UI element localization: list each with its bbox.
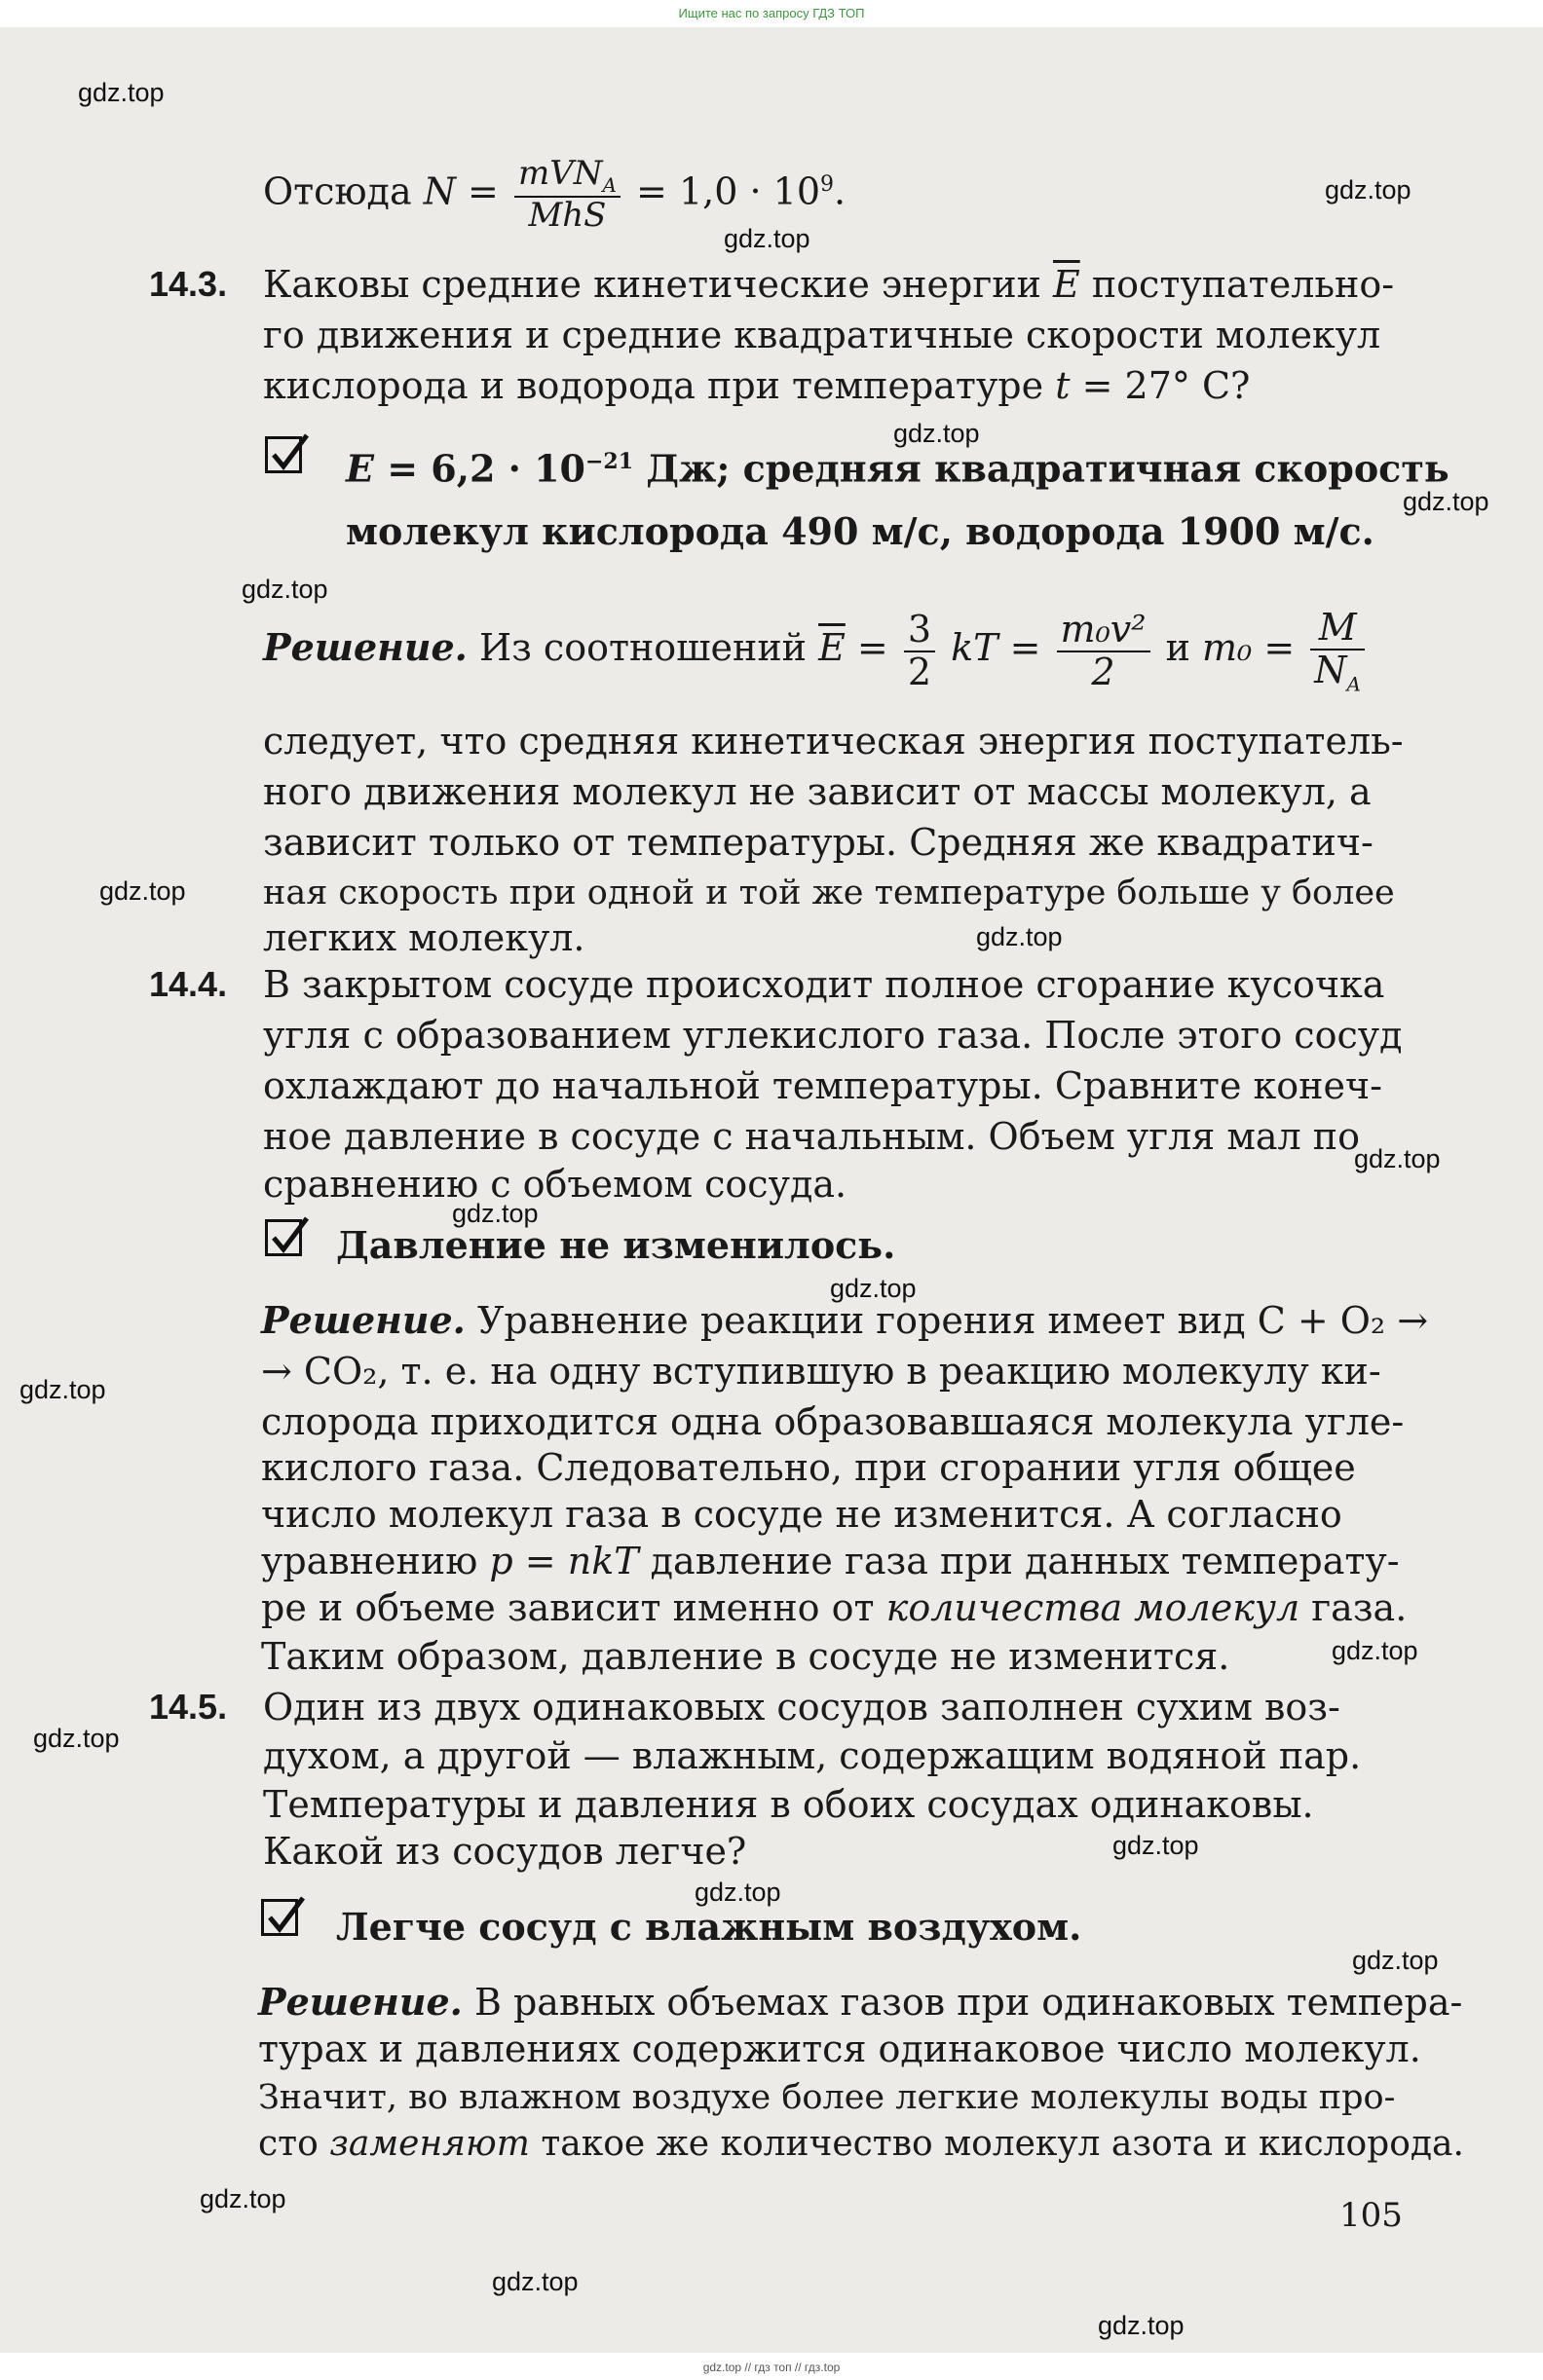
solution-formula-line: Решение. Из соотношений $\overline{E}$ = $\frac{3}{2}$ kT = $\frac{\text{m₀v²}}{2}$ и m₀ = $\frac{M}{N_A}$: [263, 604, 1369, 694]
top-banner: Ищите нас по запросу ГДЗ ТОП: [678, 6, 865, 20]
solution-text-line: → CO₂, т. е. на одну вступившую в реакцию молекулу ки-: [261, 1350, 1381, 1393]
problem-number: 14.4.: [149, 964, 228, 1004]
problem-text-line: угля с образованием углекислого газа. После этого сосуд: [263, 1014, 1403, 1057]
problem-text-line: Температуры и давления в обоих сосудах одинаковы.: [263, 1783, 1314, 1826]
fraction: $\frac{3}{2}$: [904, 610, 935, 693]
watermark: gdz.top: [492, 2267, 579, 2296]
page-number: 105: [1339, 2196, 1403, 2235]
solution-text-line: ная скорость при одной и той же температуре больше у более: [263, 874, 1395, 912]
problem-text-line: ное давление в сосуде с начальным. Объем угля мал по: [263, 1115, 1360, 1158]
problem-text-line: В закрытом сосуде происходит полное сгорание кусочка: [263, 963, 1385, 1006]
problem-text-line: Какой из сосудов легче?: [263, 1830, 747, 1873]
answer-line: $E = 6,2 \cdot 10^{-21}$ Дж; средняя квадратичная скорость: [346, 446, 1449, 491]
watermark: gdz.top: [452, 1199, 539, 1228]
solution-text-line: ного движения молекул не зависит от массы молекул, а: [263, 770, 1372, 813]
problem-text-line: кислорода и водорода при температуре t = 27° C?: [263, 364, 1251, 407]
solution-text-line: Решение. Уравнение реакции горения имеет вид C + O₂ →: [261, 1298, 1429, 1342]
solution-text-line: легких молекул.: [263, 916, 585, 959]
answer-line: Давление не изменилось.: [336, 1223, 896, 1267]
watermark: gdz.top: [1112, 1831, 1199, 1860]
solution-text-line: слорода приходится одна образовавшаяся молекула угле-: [261, 1400, 1405, 1443]
watermark: gdz.top: [1332, 1636, 1418, 1665]
watermark: gdz.top: [1403, 487, 1489, 516]
watermark: gdz.top: [976, 922, 1063, 951]
solution-text-line: уравнению p = nkT давление газа при данных температу-: [261, 1540, 1400, 1582]
watermark: gdz.top: [1098, 2311, 1185, 2340]
watermark: gdz.top: [78, 78, 165, 107]
solution-text-line: турах и давлениях содержится одинаковое число молекул.: [258, 2027, 1421, 2070]
fraction: $\frac{M}{N_A}$: [1310, 608, 1365, 694]
watermark: gdz.top: [695, 1878, 781, 1907]
problem-text-line: го движения и средние квадратичные скорости молекул: [263, 314, 1381, 356]
watermark: gdz.top: [200, 2184, 286, 2213]
watermark: gdz.top: [242, 575, 328, 604]
answer-line: молекул кислорода 490 м/с, водорода 1900 м/с.: [346, 509, 1374, 553]
solution-text-line: ре и объеме зависит именно от количества молекул газа.: [261, 1586, 1408, 1629]
solution-text-line: число молекул газа в сосуде не изменится. А согласно: [261, 1493, 1342, 1536]
fraction: $\frac{\text{m₀v²}}{2}$: [1057, 610, 1150, 693]
watermark: gdz.top: [1325, 175, 1411, 205]
formula-line: Отсюда N = $\frac{mVN_A}{\text{MhS}}$ = $1,0 \cdot 10^9$.: [263, 154, 847, 235]
checkmark-icon: [261, 1899, 298, 1936]
problem-text-line: Один из двух одинаковых сосудов заполнен сухим воз-: [263, 1686, 1340, 1729]
watermark: gdz.top: [893, 419, 980, 448]
solution-text-line: Решение. В равных объемах газов при одинаковых темпера-: [258, 1980, 1463, 2024]
fraction: $\frac{mVN_A}{\text{MhS}}$: [514, 156, 621, 234]
checkmark-icon: [265, 1219, 302, 1256]
problem-text-line: охлаждают до начальной температуры. Сравните конеч-: [263, 1064, 1382, 1107]
answer-line: Легче сосуд с влажным воздухом.: [336, 1905, 1082, 1949]
checkmark-icon: [265, 436, 302, 473]
solution-text-line: следует, что средняя кинетическая энергия поступатель-: [263, 720, 1404, 762]
watermark: gdz.top: [1352, 1946, 1439, 1975]
watermark: gdz.top: [99, 876, 186, 906]
solution-text-line: Таким образом, давление в сосуде не изменится.: [261, 1635, 1230, 1678]
problem-text-line: сравнению с объемом сосуда.: [263, 1163, 847, 1206]
watermark: gdz.top: [19, 1375, 106, 1404]
watermark: gdz.top: [724, 224, 810, 253]
problem-number: 14.5.: [149, 1687, 228, 1727]
solution-text-line: Значит, во влажном воздухе более легкие молекулы воды про-: [258, 2078, 1396, 2117]
watermark: gdz.top: [830, 1274, 917, 1303]
bottom-banner: gdz.top // гдз топ // гдз.top: [702, 2361, 841, 2374]
watermark: gdz.top: [1354, 1144, 1441, 1173]
solution-text-line: зависит только от температуры. Средняя же квадратич-: [263, 821, 1374, 864]
watermark: gdz.top: [33, 1724, 120, 1753]
solution-text-line: сто заменяют такое же количество молекул азота и кислорода.: [258, 2124, 1464, 2164]
problem-text-line: духом, а другой — влажным, содержащим водяной пар.: [263, 1734, 1362, 1777]
problem-number: 14.3.: [149, 264, 228, 304]
solution-text-line: кислого газа. Следовательно, при сгорании угля общее: [261, 1446, 1356, 1489]
problem-text-line: Каковы средние кинетические энергии $\overline{E}$ поступательно-: [263, 263, 1395, 306]
